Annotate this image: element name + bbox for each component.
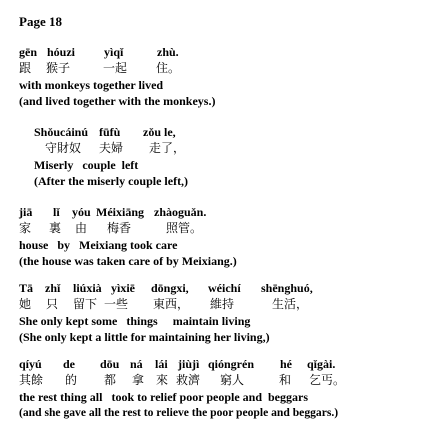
pinyin-row [0,280,425,296]
hanzi-word: 拿 [132,373,145,387]
hanzi-word: 和 [279,373,292,387]
hanzi-row [0,372,425,388]
english-translation: (After the miserly couple left,) [34,174,189,188]
pinyin-row [0,356,425,372]
pinyin-word: gēn [19,45,37,59]
hanzi-word: 照管。 [166,221,203,235]
pinyin-word: dōu [100,357,120,371]
pinyin-word: qióngrén [208,357,255,371]
pinyin-word: Shǒucáinú [34,125,89,139]
hanzi-word: 一起 [103,61,128,75]
pinyin-word: qíyú [19,357,42,371]
hanzi-word: 其餘 [19,373,44,387]
hanzi-row [0,140,425,156]
hanzi-word: 跟 [19,61,32,75]
english-translation: (and lived together with the monkeys.) [19,94,216,108]
hanzi-word: 留下 [73,297,98,311]
pinyin-word: de [63,357,75,371]
english-gloss: house by Meixiang took care [19,238,178,252]
hanzi-row [0,296,425,312]
hanzi-word: 救濟 [176,373,201,387]
hanzi-word: 守財奴 [45,141,82,155]
pinyin-word: yìqǐ [104,45,124,59]
pinyin-word: zhǐ [45,281,61,295]
english-translation: (and she gave all the rest to relieve the poor people and beggars.) [19,406,339,419]
hanzi-word: 生活， [272,297,309,311]
pinyin-row [0,124,425,140]
pinyin-word: liúxià [73,281,102,295]
english-translation: (the house was taken care of by Meixiang.) [19,254,237,268]
hanzi-word: 裏 [49,221,62,235]
pinyin-word: yóu [72,205,91,219]
hanzi-row [0,60,425,76]
pinyin-word: Méixiāng [96,205,144,219]
page-label: Page 18 [19,14,62,29]
english-gloss: Miserly couple left [34,158,139,172]
hanzi-word: 她 [19,297,32,311]
english-translation: (She only kept a little for maintaining her living,) [19,330,270,344]
hanzi-word: 都 [104,373,117,387]
hanzi-word: 只 [46,297,59,311]
pinyin-word: Tā [19,281,34,295]
hanzi-word: 梅香 [107,221,132,235]
hanzi-word: 來 [156,373,169,387]
pinyin-word: ná [130,357,143,371]
pinyin-word: zhù. [157,45,179,59]
hanzi-word: 維持 [210,297,235,311]
pinyin-word: wéichí [208,281,241,295]
pinyin-word: yìxiē [111,281,135,295]
english-gloss: the rest thing all took to relief poor people and beggars [19,390,308,404]
pinyin-word: zǒu le, [143,125,176,139]
pinyin-row [0,204,425,220]
hanzi-word: 夫婦 [99,141,124,155]
pinyin-word: lái [155,357,168,371]
hanzi-word: 猴子 [46,61,71,75]
hanzi-word: 住。 [156,61,181,75]
pinyin-word: dōngxi, [151,281,189,295]
hanzi-word: 東西， [153,297,190,311]
english-gloss: with monkeys together lived [19,78,164,92]
hanzi-row [0,220,425,236]
hanzi-word: 家 [19,221,32,235]
hanzi-word: 的 [65,373,78,387]
pinyin-word: lǐ [53,205,60,219]
pinyin-word: fūfù [99,125,121,139]
hanzi-word: 由 [75,221,88,235]
pinyin-word: shēnghuó, [261,281,313,295]
pinyin-word: qǐgài. [307,357,336,371]
pinyin-word: hé [280,357,292,371]
hanzi-word: 窮人 [220,373,245,387]
pinyin-word: jiā [19,205,33,219]
pinyin-word: jiùjì [178,357,200,371]
english-gloss: She only kept some things maintain living [19,314,251,328]
hanzi-word: 走了， [149,141,186,155]
pinyin-row [0,44,425,60]
hanzi-word: 一些 [104,297,129,311]
hanzi-word: 乞丐。 [309,373,346,387]
pinyin-word: zhàoguǎn. [154,205,207,219]
pinyin-word: hóuzi [47,45,76,59]
